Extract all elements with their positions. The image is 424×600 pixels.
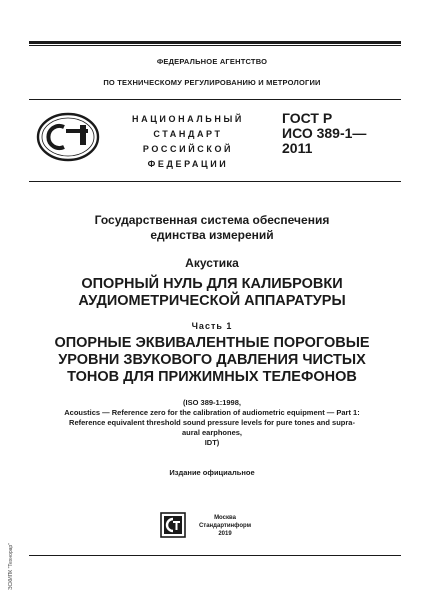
publisher-info <box>195 514 255 538</box>
sub-title-line-2: УРОВНИ ЗВУКОВОГО ДАВЛЕНИЯ ЧИСТЫХ <box>58 352 366 368</box>
agency-line-1: ФЕДЕРАЛЬНОЕ АГЕНТСТВО <box>156 57 268 66</box>
publisher-year: 2019 <box>218 531 232 537</box>
part-label: Часть 1 <box>191 321 233 331</box>
publisher-name: Стандартинформ <box>198 523 252 529</box>
iso-line-4: aural earphones, <box>181 428 243 437</box>
national-line-3: РОССИЙСКОЙ <box>142 144 234 154</box>
side-watermark: ЭСКИПК "Технорар" <box>8 543 14 590</box>
iso-line-3: Reference equivalent threshold sound pressure levels for pure tones and supra- <box>69 418 355 427</box>
header-divider <box>29 99 401 100</box>
main-title-line-2: АУДИОМЕТРИЧЕСКОЙ АППАРАТУРЫ <box>78 293 346 309</box>
gost-line-3: 2011 <box>282 140 313 156</box>
sub-title-line-1: ОПОРНЫЕ ЭКВИВАЛЕНТНЫЕ ПОРОГОВЫЕ <box>54 335 370 351</box>
main-title <box>0 276 424 310</box>
gost-line-1: ГОСТ Р <box>282 110 333 126</box>
gost-line-2: ИСО 389-1— <box>282 125 367 141</box>
gost-r-logo <box>36 112 100 162</box>
standard-divider <box>29 181 401 182</box>
national-line-1: НАЦИОНАЛЬНЫЙ <box>132 114 244 124</box>
bottom-rule <box>29 555 401 556</box>
national-line-2: СТАНДАРТ <box>153 129 223 139</box>
sub-title-line-3: ТОНОВ ДЛЯ ПРИЖИМНЫХ ТЕЛЕФОНОВ <box>67 369 357 385</box>
iso-line-1: (ISO 389-1:1998, <box>183 398 241 407</box>
topic-title: Акустика <box>185 256 239 270</box>
iso-reference <box>0 398 424 448</box>
standartinform-logo <box>160 512 186 538</box>
iso-line-5: IDT) <box>204 438 220 447</box>
main-title-line-1: ОПОРНЫЙ НУЛЬ ДЛЯ КАЛИБРОВКИ <box>81 276 343 292</box>
top-rule-thin <box>29 45 401 46</box>
sub-title <box>0 335 424 386</box>
agency-line-2: ПО ТЕХНИЧЕСКОМУ РЕГУЛИРОВАНИЮ И МЕТРОЛОГИИ <box>103 78 321 87</box>
top-rule-thick <box>29 41 401 44</box>
iso-line-2: Acoustics — Reference zero for the calibration of audiometric equipment — Part 1: <box>64 408 360 417</box>
system-title-line-1: Государственная система обеспечения <box>94 213 330 227</box>
national-line-4: ФЕДЕРАЦИИ <box>147 159 229 169</box>
gost-designation <box>282 111 366 156</box>
publisher-city: Москва <box>214 515 236 521</box>
national-standard-label <box>128 112 248 172</box>
edition-label: Издание официальное <box>169 468 255 477</box>
system-title <box>0 213 424 243</box>
system-title-line-2: единства измерений <box>150 228 274 242</box>
